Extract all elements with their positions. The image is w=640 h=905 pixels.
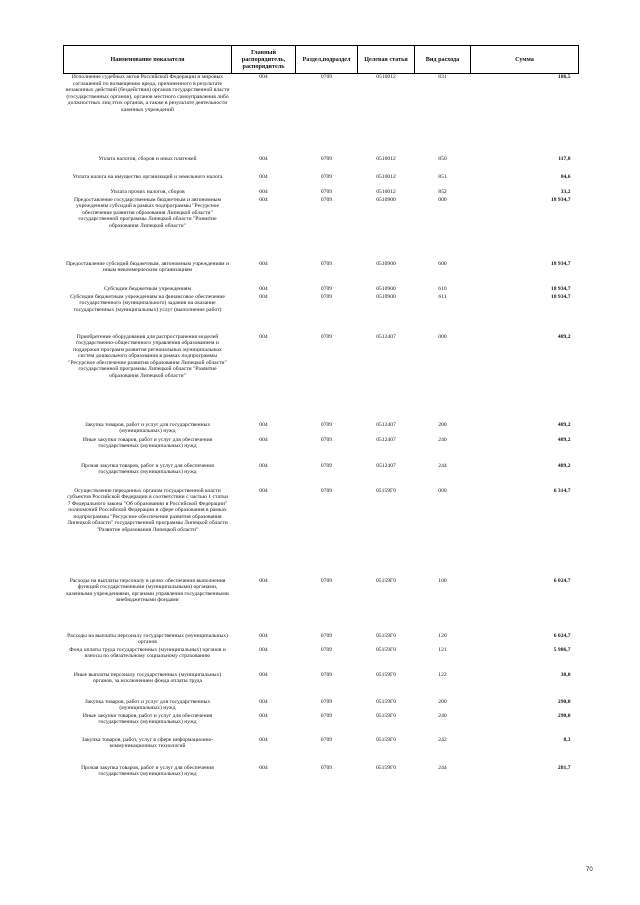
header-target: Целевая статья xyxy=(358,46,415,74)
row-target: 05159Г0 xyxy=(375,671,396,678)
row-section: 0709 xyxy=(320,577,333,584)
row-expense: 244 xyxy=(438,462,447,469)
table-row xyxy=(64,737,579,765)
row-admin: 004 xyxy=(259,188,268,195)
row-section: 0709 xyxy=(320,188,333,195)
row-sum: 489,2 xyxy=(557,436,571,443)
table-row xyxy=(64,633,579,647)
row-expense: 200 xyxy=(438,421,447,428)
row-sum: 18 934,7 xyxy=(550,196,571,203)
row-expense: 240 xyxy=(438,712,447,719)
row-name: Предоставление государственным бюджетным и автономным учреждениям субсидий в рамках подпрограммы "Ресурсное обеспечение развития образования Липецкой области" государственной программы Липецкой области "Развитие образования Липецкой области" xyxy=(73,196,222,229)
row-expense: 851 xyxy=(438,173,447,180)
row-sum: 5 986,7 xyxy=(553,646,571,653)
row-target: 0512407 xyxy=(376,436,396,443)
row-expense: 240 xyxy=(438,436,447,443)
row-admin: 004 xyxy=(259,764,268,771)
row-target: 0510012 xyxy=(376,74,396,80)
header-admin: Главный распорядитель, распорядитель xyxy=(232,46,296,74)
row-target: 0510012 xyxy=(376,155,396,162)
row-name: Уплата налога на имущество организаций и земельного налога xyxy=(72,173,223,180)
row-name: Фонд оплаты труда государственных (муниципальных) органов и взносы по обязательному социальному страхованию xyxy=(69,646,226,660)
row-expense: 611 xyxy=(438,293,447,300)
row-sum: 33,2 xyxy=(560,188,571,195)
table-row xyxy=(64,189,579,197)
table-row xyxy=(64,294,579,334)
row-target: 0510900 xyxy=(376,293,396,300)
row-admin: 004 xyxy=(259,632,268,639)
row-section: 0709 xyxy=(320,712,333,719)
row-expense: 000 xyxy=(438,196,447,203)
row-target: 0512407 xyxy=(376,333,396,340)
row-name: Уплата прочих налогов, сборов xyxy=(110,188,185,195)
row-name: Прочая закупка товаров, работ и услуг для обеспечения государственных (муниципальных) нужд xyxy=(81,764,214,778)
table-row xyxy=(64,286,579,294)
row-section: 0709 xyxy=(320,421,333,428)
row-name: Расходы на выплаты персоналу государственных (муниципальных) органов xyxy=(67,632,228,646)
row-section: 0709 xyxy=(320,671,333,678)
row-sum: 290,0 xyxy=(557,712,571,719)
table-row xyxy=(64,422,579,437)
table-row xyxy=(64,699,579,713)
table-row xyxy=(64,437,579,463)
row-section: 0709 xyxy=(320,736,333,743)
row-name: Закупка товаров, работ и услуг для государственных (муниципальных) нужд xyxy=(84,698,211,712)
row-sum: 489,2 xyxy=(557,462,571,469)
row-target: 0512407 xyxy=(376,462,396,469)
row-section: 0709 xyxy=(320,698,333,705)
row-expense: 100 xyxy=(438,577,447,584)
row-admin: 004 xyxy=(259,487,268,494)
row-admin: 004 xyxy=(259,333,268,340)
row-sum: 6 024,7 xyxy=(553,577,571,584)
header-sum: Сумма xyxy=(471,46,579,74)
row-expense: 831 xyxy=(438,74,447,80)
table-row xyxy=(64,488,579,578)
row-section: 0709 xyxy=(320,632,333,639)
table-row xyxy=(64,647,579,672)
row-expense: 852 xyxy=(438,188,447,195)
row-sum: 6 024,7 xyxy=(553,632,571,639)
row-name: Приобретение оборудования для распространения моделей государственно-общественного управления образованием и поддержки программ развития региональных муниципальных систем дошкольного образования в рамках подпрограммы "Ресурсное обеспечение развития образования Липецкой области" государственной программы Липецкой области "Развитие образования Липецкой области" xyxy=(68,333,227,380)
row-sum: 117,8 xyxy=(558,155,571,162)
row-admin: 004 xyxy=(259,155,268,162)
row-sum: 290,0 xyxy=(557,698,571,705)
table-row xyxy=(64,174,579,189)
row-target: 05159Г0 xyxy=(375,712,396,719)
row-name: Иные закупки товаров, работ и услуг для обеспечения государственных (муниципальных) нужд xyxy=(82,712,213,726)
row-expense: 122 xyxy=(438,671,447,678)
row-section: 0709 xyxy=(320,646,333,653)
row-admin: 004 xyxy=(259,436,268,443)
row-expense: 242 xyxy=(438,736,447,743)
row-section: 0709 xyxy=(320,285,333,292)
row-section: 0709 xyxy=(320,155,333,162)
row-sum: 489,2 xyxy=(557,421,571,428)
row-section: 0709 xyxy=(320,462,333,469)
row-admin: 004 xyxy=(259,671,268,678)
row-target: 0510900 xyxy=(376,260,396,267)
row-section: 0709 xyxy=(320,173,333,180)
budget-table xyxy=(63,45,579,791)
row-admin: 004 xyxy=(259,196,268,203)
row-admin: 004 xyxy=(259,293,268,300)
row-sum: 84,6 xyxy=(560,173,571,180)
table-row xyxy=(64,261,579,286)
row-target: 05159Г0 xyxy=(375,736,396,743)
row-target: 0510900 xyxy=(376,285,396,292)
row-sum: 18 934,7 xyxy=(550,260,571,267)
table-row xyxy=(64,765,579,791)
table-row xyxy=(64,334,579,422)
row-name: Расходы на выплаты персоналу в целях обеспечения выполнения функций государственными (муниципальными) органами, казенными учреждениями, органами управления государственными внебюджетными фондами xyxy=(66,577,229,604)
table-header-row xyxy=(64,46,579,74)
row-expense: 244 xyxy=(438,764,447,771)
row-section: 0709 xyxy=(320,487,333,494)
row-name: Закупка товаров, работ и услуг для государственных (муниципальных) нужд xyxy=(84,421,211,435)
row-name: Закупка товаров, работ, услуг в сфере информационно-коммуникационных технологий xyxy=(81,736,214,750)
row-name: Субсидии бюджетным учреждениям xyxy=(103,285,192,292)
row-admin: 004 xyxy=(259,74,268,80)
row-expense: 120 xyxy=(438,632,447,639)
row-target: 05159Г0 xyxy=(375,632,396,639)
row-target: 0510012 xyxy=(376,188,396,195)
row-target: 0510012 xyxy=(376,173,396,180)
row-section: 0709 xyxy=(320,333,333,340)
row-expense: 000 xyxy=(438,487,447,494)
row-name: Предоставление субсидий бюджетным, автономным учреждениям и иным некоммерческим организациям xyxy=(66,260,229,274)
table-row xyxy=(64,463,579,488)
row-name: Прочая закупка товаров, работ и услуг для обеспечения государственных (муниципальных) нужд xyxy=(81,462,214,476)
row-target: 05159Г0 xyxy=(375,646,396,653)
page-number: 70 xyxy=(586,867,593,873)
row-section: 0709 xyxy=(320,196,333,203)
row-section: 0709 xyxy=(320,74,333,80)
row-target: 05159Г0 xyxy=(375,698,396,705)
row-admin: 004 xyxy=(259,421,268,428)
row-section: 0709 xyxy=(320,260,333,267)
table-row xyxy=(64,156,579,174)
row-target: 0512407 xyxy=(376,421,396,428)
row-admin: 004 xyxy=(259,260,268,267)
row-admin: 004 xyxy=(259,698,268,705)
row-section: 0709 xyxy=(320,293,333,300)
row-expense: 850 xyxy=(438,155,447,162)
table-row xyxy=(64,713,579,737)
row-section: 0709 xyxy=(320,764,333,771)
row-admin: 004 xyxy=(259,462,268,469)
header-name: Наименование показателя xyxy=(64,46,232,74)
row-name: Иные закупки товаров, работ и услуг для обеспечения государственных (муниципальных) нужд xyxy=(82,436,213,450)
row-admin: 004 xyxy=(259,285,268,292)
table-row xyxy=(64,578,579,633)
row-admin: 004 xyxy=(259,577,268,584)
row-expense: 610 xyxy=(438,285,447,292)
header-section: Раздел,подраздел xyxy=(296,46,358,74)
header-expense: Вид расхода xyxy=(415,46,471,74)
row-admin: 004 xyxy=(259,736,268,743)
row-section: 0709 xyxy=(320,436,333,443)
row-name: Субсидии бюджетным учреждениям на финансовое обеспечение государственного (муниципального) задания на оказание государственных (муниципальных) услуг (выполнение работ) xyxy=(70,293,225,313)
row-sum: 489,2 xyxy=(557,333,571,340)
row-name: Осуществление переданных органам государственной власти субъектов Российской Федерации в соответствии с частью 1 статьи 7 Федерального закона "Об образовании в Российской Федерации" полномочий Российской Федерации в сфере образования в рамках подпрограммы "Ресурсное обеспечение развития образования Липецкой области" государственной программы Липецкой области "Развитие образования Липецкой области" xyxy=(67,487,228,534)
row-name: Иные выплаты персоналу государственных (муниципальных) органов, за исключением фонда оплаты труда xyxy=(73,671,222,685)
row-expense: 121 xyxy=(438,646,447,653)
row-target: 05159Г0 xyxy=(375,487,396,494)
row-expense: 000 xyxy=(438,333,447,340)
row-sum: 18 934,7 xyxy=(550,293,571,300)
table-row xyxy=(64,672,579,699)
row-sum: 186,5 xyxy=(557,74,571,80)
row-admin: 004 xyxy=(259,173,268,180)
table-row xyxy=(64,197,579,261)
row-name: Исполнение судебных актов Российской Федерации и мировых соглашений по возмещению вреда, причиненного в результате незаконных действий (бездействия) органов государственной власти (государственных органов), органов местного самоуправления либо должностных лиц этих органов, а также в результате деятельности казенных учреждений xyxy=(65,74,230,113)
row-expense: 200 xyxy=(438,698,447,705)
row-sum: 8,3 xyxy=(563,736,571,743)
row-sum: 6 314,7 xyxy=(553,487,571,494)
row-name: Уплата налогов, сборов и иных платежей xyxy=(98,155,197,162)
row-expense: 600 xyxy=(438,260,447,267)
row-target: 0510900 xyxy=(376,196,396,203)
row-target: 05159Г0 xyxy=(375,577,396,584)
row-target: 05159Г0 xyxy=(375,764,396,771)
table-row xyxy=(64,74,579,156)
row-admin: 004 xyxy=(259,712,268,719)
row-admin: 004 xyxy=(259,646,268,653)
row-sum: 18 934,7 xyxy=(550,285,571,292)
row-sum: 281,7 xyxy=(557,764,571,771)
row-sum: 38,0 xyxy=(560,671,571,678)
